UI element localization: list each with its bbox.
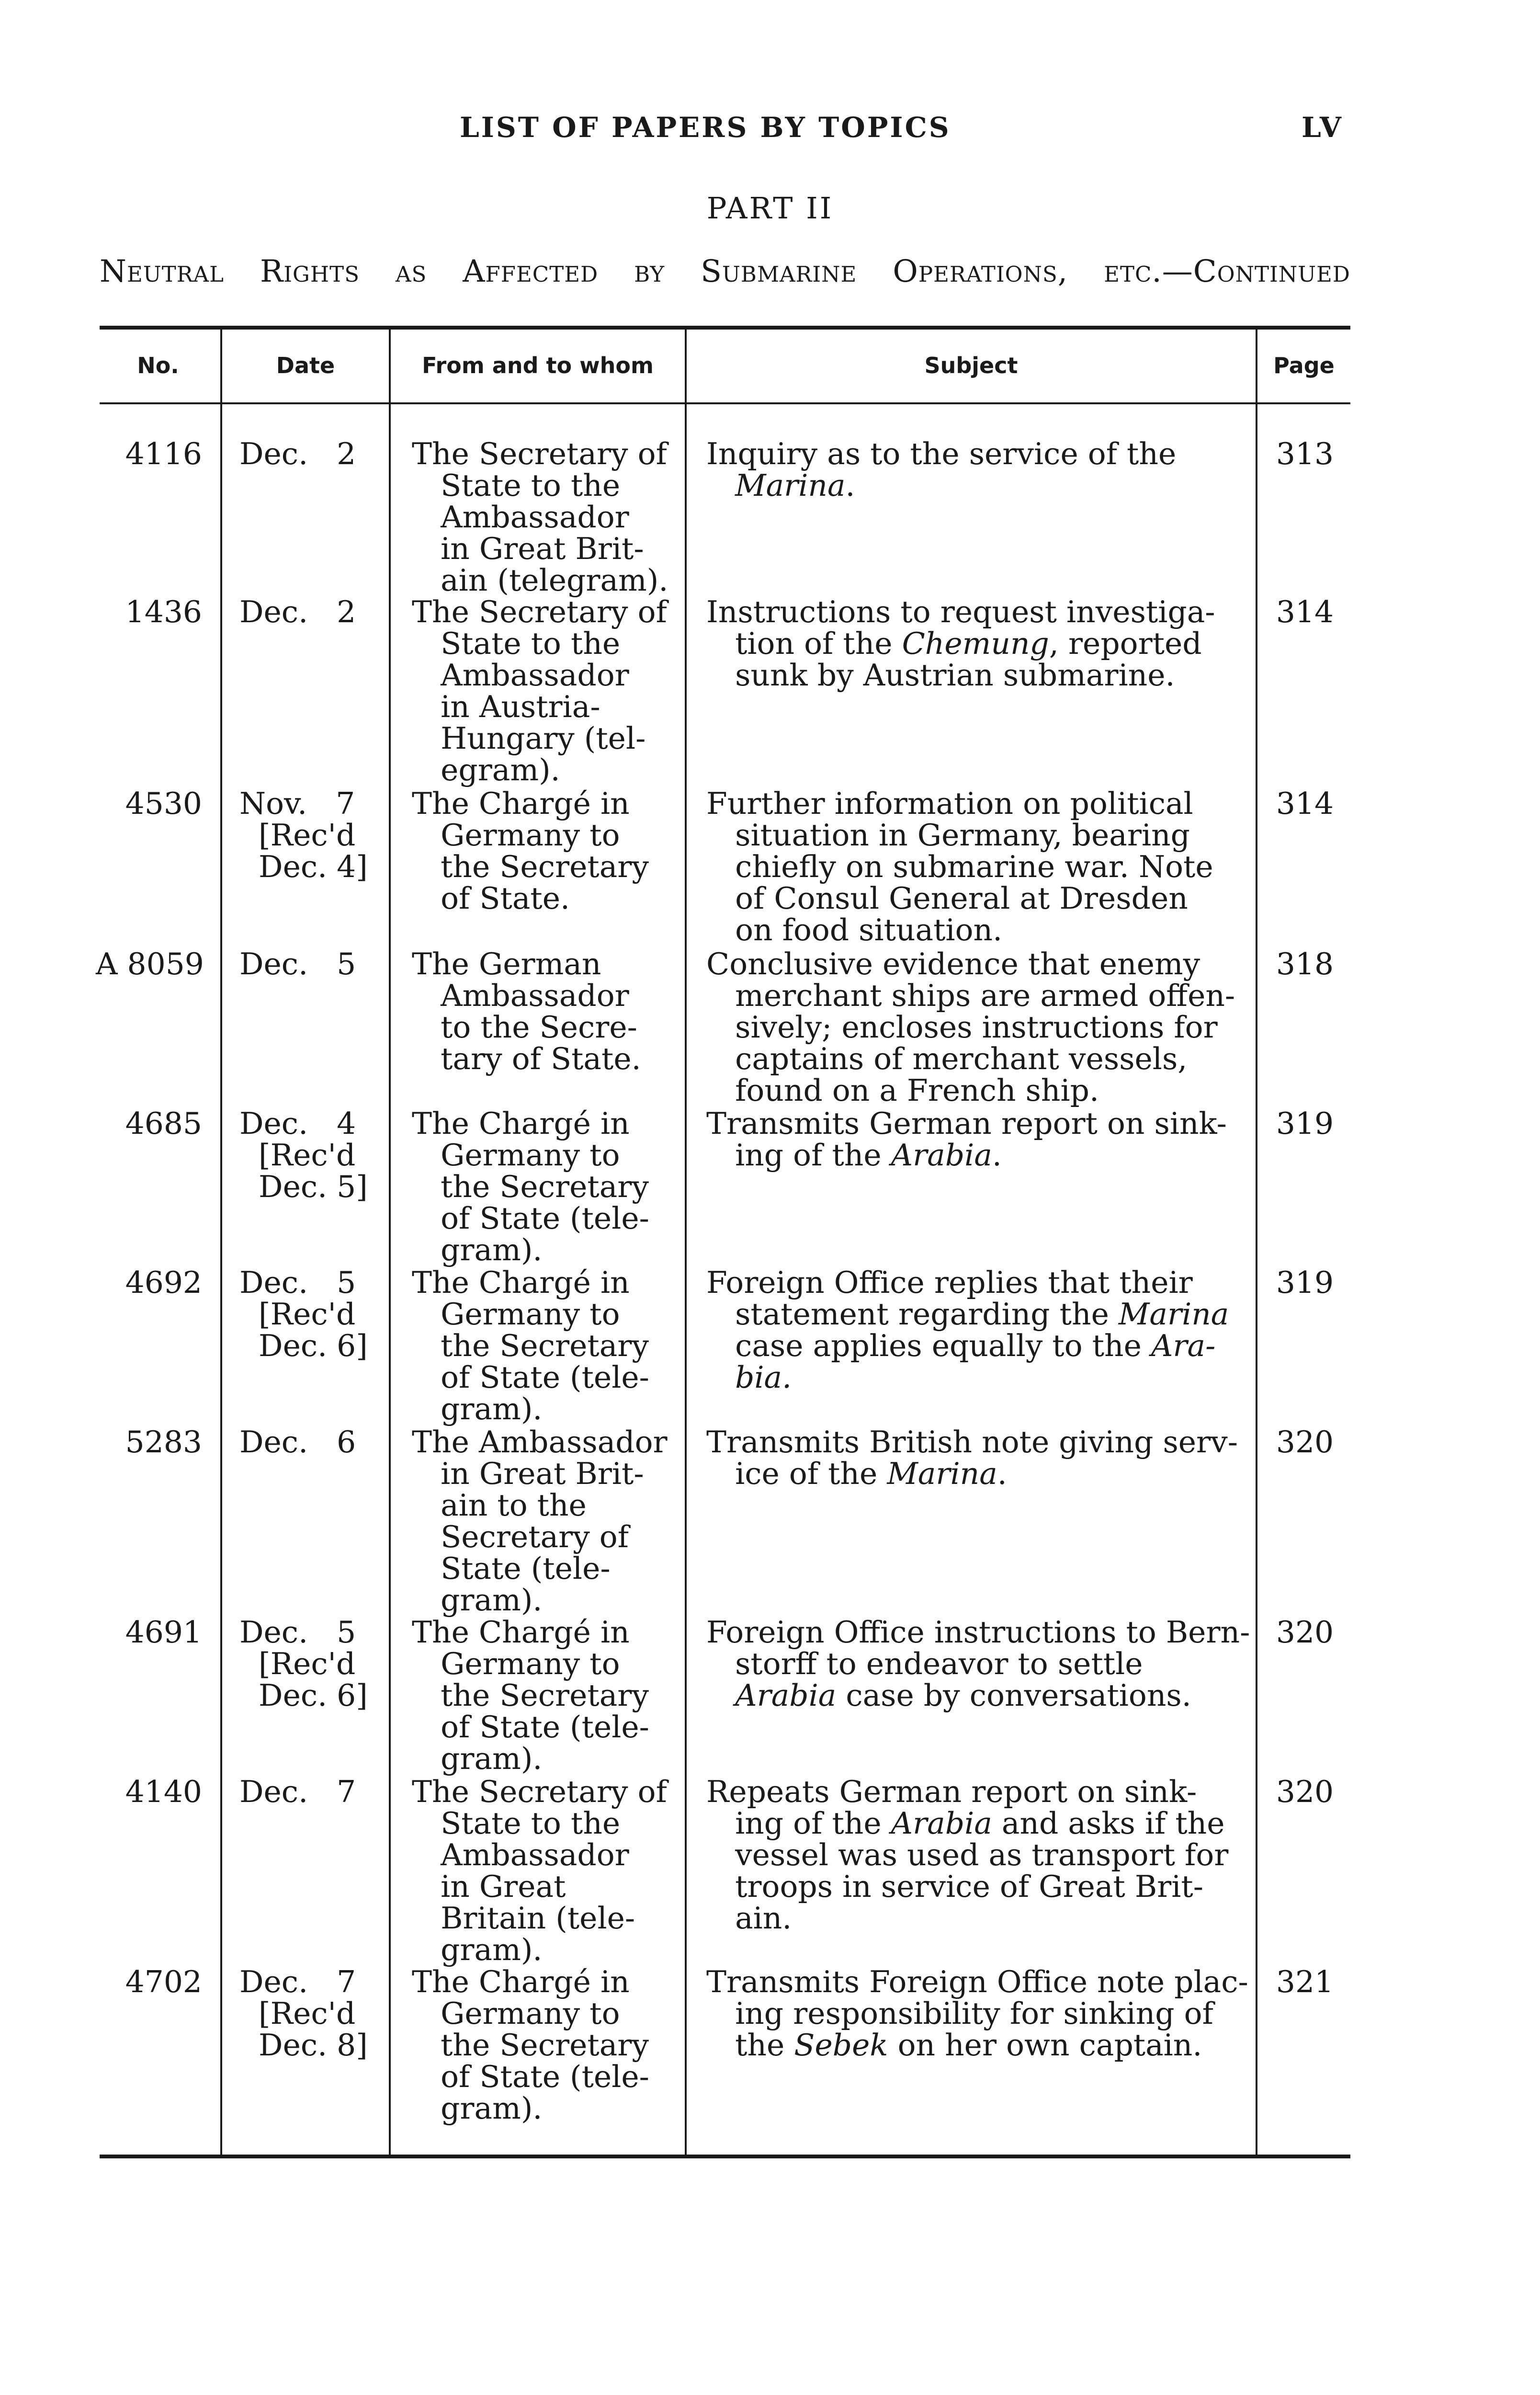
from-and-to-whom: The Chargé in Germany to the Secretary of State (tele- gram).: [412, 1265, 649, 1426]
page-reference: 319: [1276, 1265, 1334, 1300]
paper-number: 4116: [125, 436, 202, 471]
header-date: Date: [276, 353, 335, 378]
paper-number: A 8059: [96, 947, 204, 981]
page-reference: 314: [1276, 594, 1334, 629]
paper-date: Dec. 2: [239, 436, 356, 471]
paper-date: Dec. 7 [Rec'd Dec. 8]: [239, 1964, 368, 2063]
paper-number: 4685: [125, 1106, 202, 1141]
header-no: No.: [137, 353, 179, 378]
subject: Further information on political situation in Germany, bearing chiefly on submarine war. Note of Consul General at Dresden on food situation.: [706, 786, 1213, 947]
from-and-to-whom: The Secretary of State to the Ambassador in Great Brit- ain (telegram).: [412, 436, 668, 598]
paper-date: Dec. 4 [Rec'd Dec. 5]: [239, 1106, 368, 1204]
paper-date: Dec. 2: [239, 594, 356, 629]
page-reference: 320: [1276, 1774, 1334, 1809]
paper-number: 4530: [125, 786, 202, 821]
subject: Inquiry as to the service of the Marina.: [706, 436, 1177, 503]
paper-date: Dec. 5: [239, 947, 356, 981]
column-divider: [1256, 330, 1257, 2155]
page-reference: 314: [1276, 786, 1334, 821]
running-head-title: LIST OF PAPERS BY TOPICS: [460, 111, 951, 144]
header-page: Page: [1273, 353, 1335, 378]
subject: Transmits German report on sink- ing of the Arabia.: [706, 1106, 1227, 1173]
subject: Foreign Office replies that their statement regarding the Marina case applies equally to the Ara- bia.: [706, 1265, 1229, 1395]
section-title: Neutral Rights as Affected by Submarine Operations, etc.—Continued: [100, 254, 1350, 289]
paper-number: 4140: [125, 1774, 202, 1809]
from-and-to-whom: The Ambassador in Great Brit- ain to the Secretary of State (tele- gram).: [412, 1425, 668, 1618]
paper-date: Dec. 6: [239, 1425, 356, 1460]
from-and-to-whom: The German Ambassador to the Secre- tary of State.: [412, 947, 641, 1076]
page-number: LV: [1302, 111, 1343, 144]
column-divider: [685, 330, 687, 2155]
from-and-to-whom: The Secretary of State to the Ambassador in Great Britain (tele- gram).: [412, 1774, 667, 1967]
table-header-rule: [100, 402, 1350, 404]
subject: Transmits Foreign Office note plac- ing responsibility for sinking of the Sebek on her own captain.: [706, 1964, 1248, 2063]
paper-number: 1436: [125, 594, 202, 629]
subject: Repeats German report on sink- ing of the Arabia and asks if the vessel was used as transport for troops in service of Great Brit- ain.: [706, 1774, 1229, 1936]
table-top-rule: [100, 326, 1350, 330]
paper-number: 4702: [125, 1964, 202, 1999]
from-and-to-whom: The Chargé in Germany to the Secretary of State.: [412, 786, 649, 916]
header-from: From and to whom: [422, 353, 654, 378]
subject: Conclusive evidence that enemy merchant ships are armed offen- sively; encloses instructions for captains of merchant vessels, found on a French ship.: [706, 947, 1235, 1108]
page-reference: 319: [1276, 1106, 1334, 1141]
page-reference: 313: [1276, 436, 1334, 471]
from-and-to-whom: The Chargé in Germany to the Secretary of State (tele- gram).: [412, 1964, 649, 2126]
from-and-to-whom: The Chargé in Germany to the Secretary of State (tele- gram).: [412, 1106, 649, 1267]
page-reference: 320: [1276, 1425, 1334, 1460]
paper-number: 5283: [125, 1425, 202, 1460]
page-reference: 321: [1276, 1964, 1334, 1999]
from-and-to-whom: The Chargé in Germany to the Secretary of State (tele- gram).: [412, 1615, 649, 1776]
column-divider: [389, 330, 391, 2155]
page-reference: 320: [1276, 1615, 1334, 1650]
part-heading: PART II: [706, 191, 834, 226]
subject: Foreign Office instructions to Bern- storff to endeavor to settle Arabia case by conversations.: [706, 1615, 1250, 1713]
paper-number: 4692: [125, 1265, 202, 1300]
subject: Transmits British note giving serv- ice of the Marina.: [706, 1425, 1238, 1491]
page-reference: 318: [1276, 947, 1334, 981]
paper-date: Nov. 7 [Rec'd Dec. 4]: [239, 786, 368, 884]
column-divider: [220, 330, 222, 2155]
table-bottom-rule: [100, 2155, 1350, 2158]
from-and-to-whom: The Secretary of State to the Ambassador in Austria- Hungary (tel- egram).: [412, 594, 667, 787]
paper-date: Dec. 7: [239, 1774, 356, 1809]
paper-number: 4691: [125, 1615, 202, 1650]
header-subject: Subject: [924, 353, 1018, 378]
paper-date: Dec. 5 [Rec'd Dec. 6]: [239, 1615, 368, 1713]
subject: Instructions to request investiga- tion of the Chemung, reported sunk by Austrian submarine.: [706, 594, 1215, 693]
paper-date: Dec. 5 [Rec'd Dec. 6]: [239, 1265, 368, 1363]
